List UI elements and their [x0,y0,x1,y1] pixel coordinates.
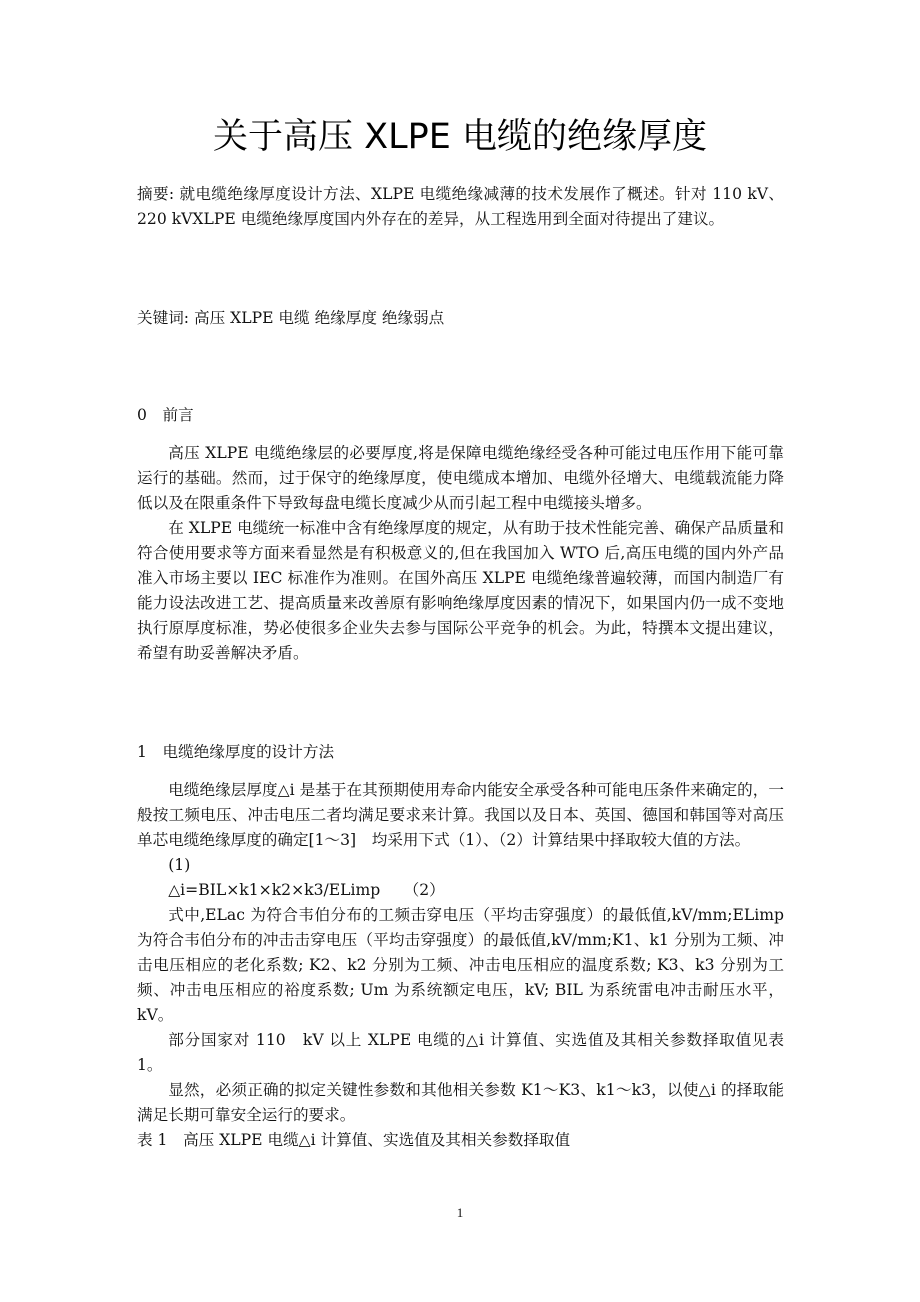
section-1-paragraph-2: 式中,ELac 为符合韦伯分布的工频击穿电压（平均击穿强度）的最低值,kV/mm;ELimp 为符合韦伯分布的冲击击穿电压（平均击穿强度）的最低值,kV/mm;K1、k1 分别为工频、冲击电压相应的老化系数; K2、k2 分别为工频、冲击电压相应的温度系数; K3、k3 分别为工频、冲击电压相应的裕度系数; Um 为系统额定电压，kV; BIL 为系统雷电冲击耐压水平，kV。 [137,906,784,1024]
page-number: 1 [456,1205,464,1220]
section-0-paragraph-2: 在 XLPE 电缆统一标准中含有绝缘厚度的规定，从有助于技术性能完善、确保产品质量和符合使用要求等方面来看显然是有积极意义的,但在我国加入 WTO 后,高压电缆的国内外产品准入市场主要以 IEC 标准作为准则。在国外高压 XLPE 电缆绝缘普遍较薄，而国内制造厂有能力设法改进工艺、提高质量来改善原有影响绝缘厚度因素的情况下，如果国内仍一成不变地执行原厚度标准，势必使很多企业失去参与国际公平竞争的机会。为此，特撰本文提出建议，希望有助妥善解决矛盾。 [137,519,784,662]
table-caption: 表 1 高压 XLPE 电缆△i 计算值、实选值及其相关参数择取值 [137,1131,571,1149]
formula-1: (1) [168,856,191,874]
section-0-paragraph-1: 高压 XLPE 电缆绝缘层的必要厚度,将是保障电缆绝缘经受各种可能过电压作用下能可靠运行的基础。然而，过于保守的绝缘厚度，使电缆成本增加、电缆外径增大、电缆载流能力降低以及在限重条件下导致每盘电缆长度减少从而引起工程中电缆接头增多。 [137,444,784,512]
section-0-heading: 0 前言 [137,406,194,424]
section-0 [137,403,784,666]
keywords [137,306,784,331]
formula-2: △i=BIL×k1×k2×k3/ELimp （2） [168,881,445,899]
section-1 [137,740,784,1153]
abstract-text: 摘要: 就电缆绝缘厚度设计方法、XLPE 电缆绝缘减薄的技术发展作了概述。针对 110 kV、220 kVXLPE 电缆绝缘厚度国内外存在的差异，从工程选用到全面对待提出了建议。 [137,185,784,228]
section-1-paragraph-1: 电缆绝缘层厚度△i 是基于在其预期使用寿命内能安全承受各种可能电压条件来确定的，一般按工频电压、冲击电压二者均满足要求来计算。我国以及日本、英国、德国和韩国等对高压单芯电缆绝缘厚度的确定[1～3] 均采用下式（1）、（2）计算结果中择取较大值的方法。 [137,781,784,849]
abstract [137,182,784,232]
document-title: 关于高压 XLPE 电缆的绝缘厚度 [213,117,707,157]
keywords-text: 关键词: 高压 XLPE 电缆 绝缘厚度 绝缘弱点 [137,309,445,327]
section-1-heading: 1 电缆绝缘厚度的设计方法 [137,743,335,761]
section-1-paragraph-4: 显然，必须正确的拟定关键性参数和其他相关参数 K1～K3、k1～k3，以使△i 的择取能满足长期可靠安全运行的要求。 [137,1081,784,1124]
section-1-paragraph-3: 部分国家对 110 kV 以上 XLPE 电缆的△i 计算值、实选值及其相关参数择取值见表 1。 [137,1031,784,1074]
